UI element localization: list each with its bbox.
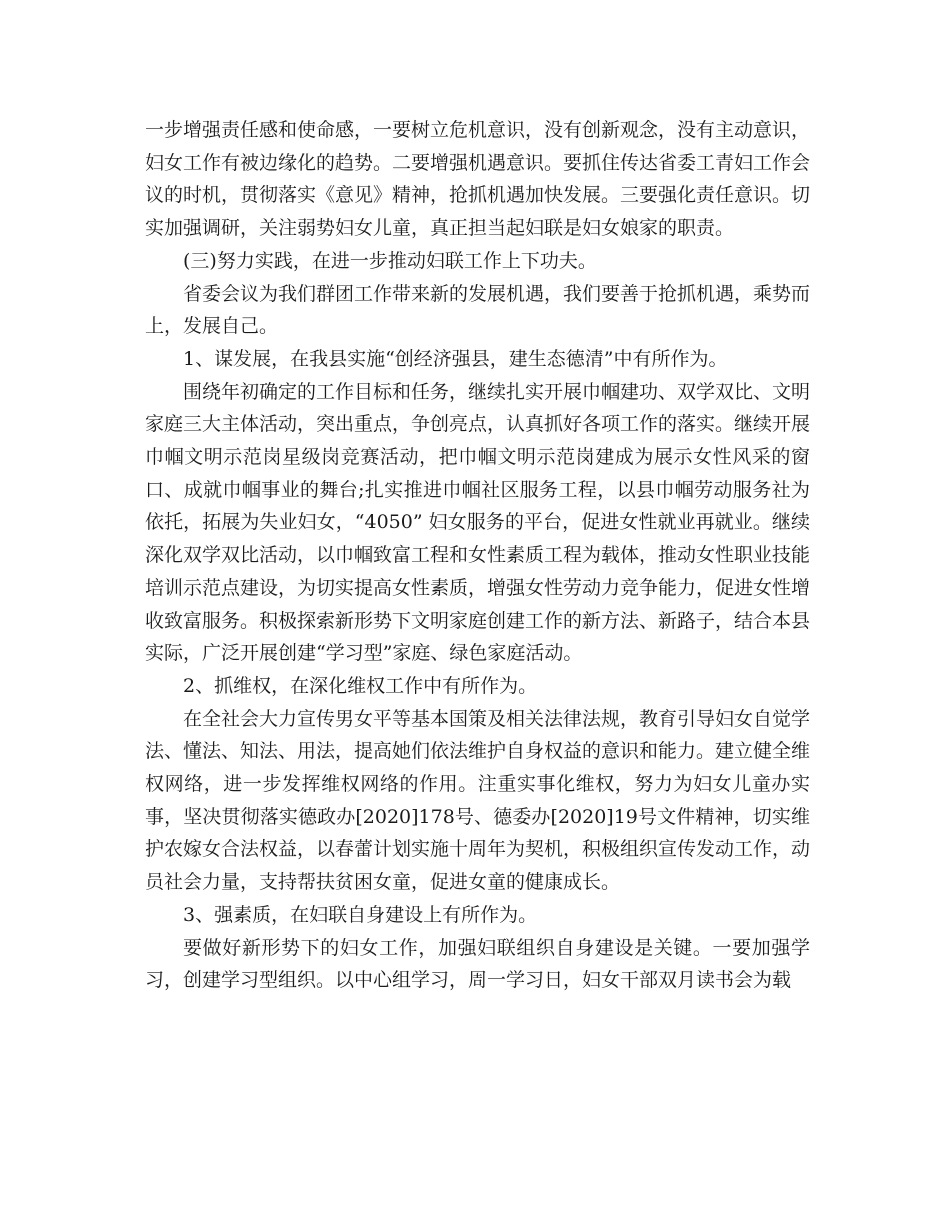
document-body: [145, 114, 810, 997]
paragraph: 要做好新形势下的妇女工作，加强妇联组织自身建设是关键。一要加强学习，创建学习型组织。以中心组学习，周一学习日，妇女干部双月读书会为载: [145, 936, 810, 992]
paragraph: 省委会议为我们群团工作带来新的发展机遇，我们要善于抢抓机遇，乘势而上，发展自己。: [145, 282, 811, 338]
subsection-heading: 2、抓维权，在深化维权工作中有所作为。: [183, 674, 538, 697]
paragraph: 围绕年初确定的工作目标和任务，继续扎实开展巾帼建功、双学双比、文明家庭三大主体活动，突出重点，争创亮点，认真抓好各项工作的落实。继续开展巾帼文明示范岗星级岗竞赛活动，把巾帼文明示范岗建成为展示女性风采的窗口、成就巾帼事业的舞台;扎实推进巾帼社区服务工程，以县巾帼劳动服务社为依托，拓展为失业妇女，“4050” 妇女服务的平台，促进女性就业再就业。继续深化双学双比活动，以巾帼致富工程和女性素质工程为载体，推动女性职业技能培训示范点建设，为切实提高女性素质，增强女性劳动力竞争能力，促进女性增收致富服务。积极探索新形势下文明家庭创建工作的新方法、新路子，结合本县实际，广泛开展创建“学习型”家庭、绿色家庭活动。: [145, 380, 811, 665]
paragraph: 在全社会大力宣传男女平等基本国策及相关法律法规，教育引导妇女自觉学法、懂法、知法、用法，提高她们依法维护自身权益的意识和能力。建立健全维权网络，进一步发挥维权网络的作用。注重实事化维权，努力为妇女儿童办实事，坚决贯彻落实德政办[2020]178号、德委办[2020]19号文件精神，切实维护农嫁女合法权益，以春蕾计划实施十周年为契机，积极组织宣传发动工作，动员社会力量，支持帮扶贫困女童，促进女童的健康成长。: [145, 707, 811, 894]
section-heading: (三)努力实践，在进一步推动妇联工作上下功夫。: [183, 249, 597, 272]
subsection-heading: 3、强素质，在妇联自身建设上有所作为。: [183, 903, 538, 926]
subsection-heading: 1、谋发展，在我县实施“创经济强县，建生态德清”中有所作为。: [183, 347, 728, 370]
paragraph: 一步增强责任感和使命感，一要树立危机意识，没有创新观念，没有主动意识，妇女工作有被边缘化的趋势。二要增强机遇意识。要抓住传达省委工青妇工作会议的时机，贯彻落实《意见》精神，抢抓机遇加快发展。三要强化责任意识。切实加强调研，关注弱势妇女儿童，真正担当起妇联是妇女娘家的职责。: [145, 119, 811, 240]
